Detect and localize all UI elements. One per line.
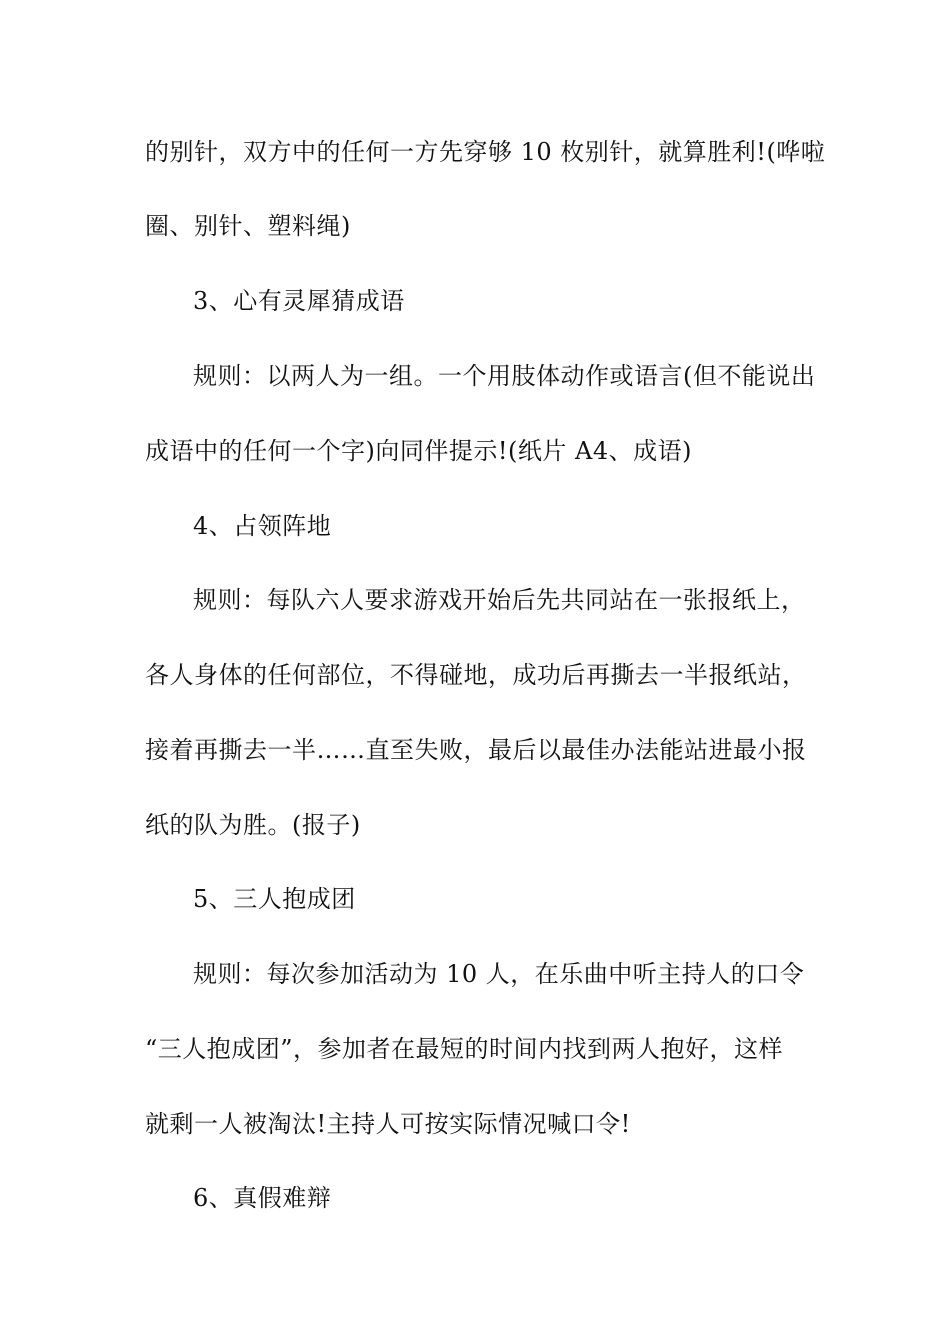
paragraph-line: 规则：每队六人要求游戏开始后先共同站在一张报纸上， [193, 586, 806, 614]
section-heading: 3、心有灵犀猜成语 [193, 287, 405, 315]
paragraph-line: 圈、别针、塑料绳) [145, 212, 351, 240]
paragraph-line: “三人抱成团”，参加者在最短的时间内找到两人抱好，这样 [145, 1035, 784, 1063]
paragraph-line: 纸的队为胜。(报子) [145, 811, 361, 839]
paragraph-line: 规则：每次参加活动为 10 人，在乐曲中听主持人的口令 [193, 960, 805, 988]
paragraph-line: 接着再撕去一半……直至失败，最后以最佳办法能站进最小报 [145, 736, 807, 764]
section-heading: 4、占领阵地 [193, 512, 332, 540]
paragraph-line: 成语中的任何一个字)向同伴提示!(纸片 A4、成语) [145, 437, 692, 465]
paragraph-line: 就剩一人被淘汰!主持人可按实际情况喊口令! [145, 1110, 631, 1138]
paragraph-line: 的别针，双方中的任何一方先穿够 10 枚别针，就算胜利!(哗啦 [145, 138, 826, 166]
paragraph-line: 各人身体的任何部位，不得碰地，成功后再撕去一半报纸站， [145, 661, 807, 689]
paragraph-line: 规则：以两人为一组。一个用肢体动作或语言(但不能说出 [193, 362, 816, 390]
section-heading: 5、三人抱成团 [193, 885, 356, 913]
section-heading: 6、真假难辩 [193, 1184, 332, 1212]
